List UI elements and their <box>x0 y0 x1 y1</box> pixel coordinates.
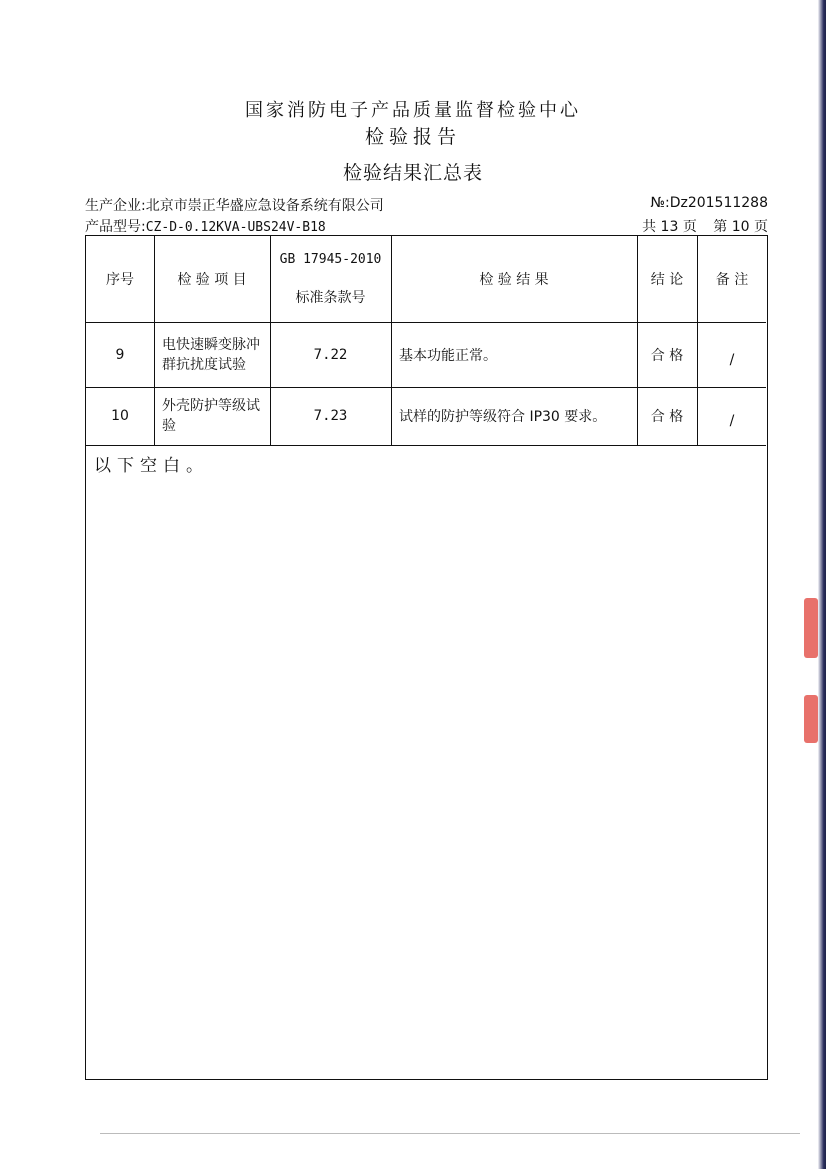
report-title: 检验报告 <box>364 126 461 148</box>
company-value: 北京市崇正华盛应急设备系统有限公司 <box>145 198 384 214</box>
row-clause: 7.22 <box>313 346 348 363</box>
blank-note: 以下空白。 <box>94 455 209 476</box>
row-remark: / <box>729 413 735 429</box>
row-item: 电快速瞬变脉冲群抗扰度试验 <box>162 336 260 373</box>
model-label: 产品型号: <box>85 219 146 235</box>
row-clause: 7.23 <box>313 408 348 424</box>
page-bottom-rule <box>100 1133 800 1134</box>
table-title: 检验结果汇总表 <box>342 162 483 184</box>
row-result: 基本功能正常。 <box>399 347 497 364</box>
total-pages: 共 13 页 <box>642 219 697 235</box>
page-info <box>642 216 768 236</box>
header-remark: 备 注 <box>715 272 749 288</box>
row-seq: 10 <box>111 408 129 424</box>
row-divider <box>86 445 766 446</box>
header-conclusion: 结 论 <box>650 272 684 288</box>
company-label: 生产企业: <box>85 198 146 214</box>
stamp-fragment <box>804 598 818 658</box>
row-seq: 9 <box>115 346 125 363</box>
results-table <box>85 235 768 1080</box>
report-number: №:Dz201511288 <box>650 195 768 211</box>
row-result: 试样的防护等级符合 IP30 要求。 <box>399 409 607 425</box>
company-line <box>85 195 384 215</box>
header-result: 检 验 结 果 <box>479 272 549 288</box>
current-page: 第 10 页 <box>713 219 768 235</box>
row-item: 外壳防护等级试验 <box>162 398 260 434</box>
row-conclusion: 合 格 <box>650 409 684 425</box>
model-line <box>85 216 326 236</box>
row-remark: / <box>729 351 735 368</box>
row-conclusion: 合 格 <box>650 347 684 364</box>
header-standard-clause: 标准条款号 <box>295 289 366 306</box>
stamp-fragment <box>804 695 818 743</box>
header-seq: 序号 <box>106 272 134 288</box>
model-value: CZ-D-0.12KVA-UBS24V-B18 <box>145 220 326 235</box>
header-standard-title: GB 17945-2010 <box>279 251 382 267</box>
header-item: 检 验 项 目 <box>177 272 247 288</box>
org-name: 国家消防电子产品质量监督检验中心 <box>245 100 581 121</box>
header-standard <box>270 236 391 322</box>
